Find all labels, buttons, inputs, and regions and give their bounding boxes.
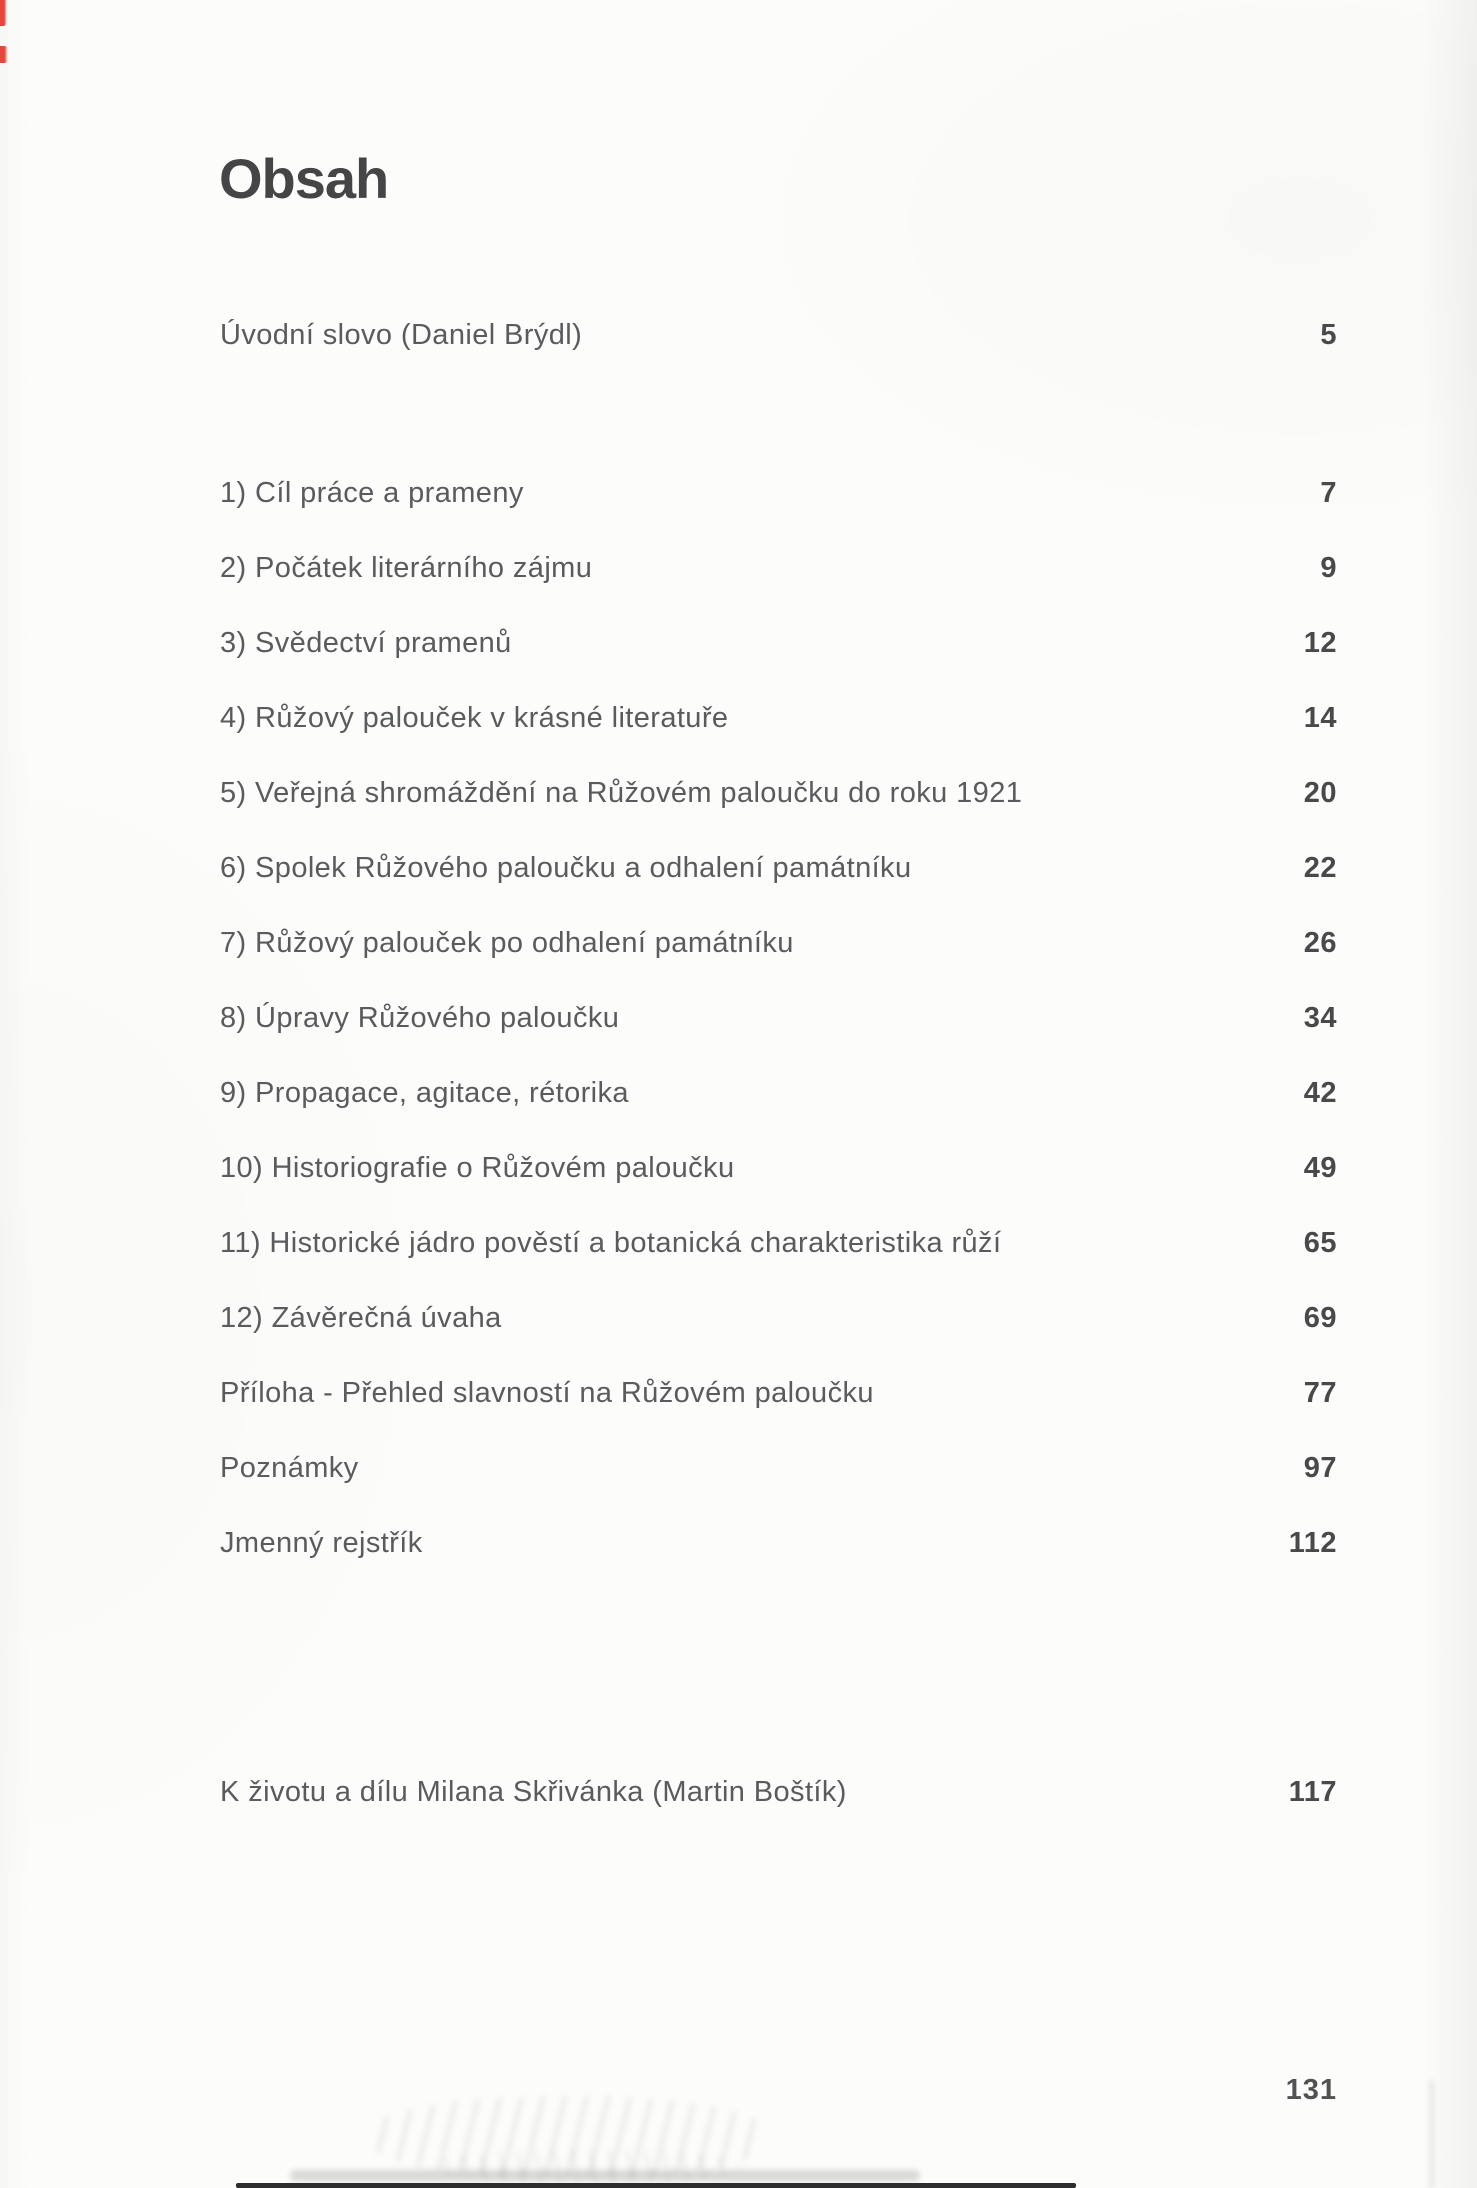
toc-entry-page: 34 xyxy=(1303,1002,1337,1034)
toc-entry-page: 117 xyxy=(1288,1776,1337,1808)
toc-entry-page: 77 xyxy=(1303,1377,1337,1409)
toc-entry-page: 112 xyxy=(1288,1527,1337,1559)
toc-row xyxy=(220,1301,1337,1335)
toc-entry-page: 69 xyxy=(1303,1302,1337,1334)
toc-row xyxy=(220,1226,1337,1260)
toc-entry-label: 3) Svědectví pramenů xyxy=(220,627,512,659)
scan-edge-artifact xyxy=(236,2183,1076,2188)
toc-entry-label: 9) Propagace, agitace, rétorika xyxy=(220,1077,629,1109)
toc-row xyxy=(220,626,1337,660)
toc-entry-page: 14 xyxy=(1303,702,1337,734)
toc-entry-label: 11) Historické jádro pověstí a botanická charakteristika růží xyxy=(220,1227,1002,1259)
toc-entry-page: 97 xyxy=(1303,1452,1337,1484)
toc-entry-label: 2) Počátek literárního zájmu xyxy=(220,552,593,584)
toc-entry-page: 9 xyxy=(1320,552,1337,584)
toc-row xyxy=(220,776,1337,810)
bleed-through-smudge xyxy=(430,2150,740,2184)
toc-entry-page: 42 xyxy=(1303,1077,1337,1109)
toc-row xyxy=(220,1526,1337,1560)
toc-entry-label: 5) Veřejná shromáždění na Růžovém paloučku do roku 1921 xyxy=(220,777,1023,809)
toc-row xyxy=(220,926,1337,960)
bleed-through-smudge xyxy=(290,2170,920,2181)
toc-row xyxy=(220,1451,1337,1485)
toc-entry-label: Příloha - Přehled slavností na Růžovém paloučku xyxy=(220,1377,874,1409)
toc-row xyxy=(220,551,1337,585)
toc-row xyxy=(220,701,1337,735)
toc-entry-label: 12) Závěrečná úvaha xyxy=(220,1302,502,1334)
toc-row xyxy=(220,1775,1337,1809)
page-title: Obsah xyxy=(219,147,389,210)
toc-row xyxy=(220,318,1337,352)
toc-entry-label: 1) Cíl práce a prameny xyxy=(220,477,524,509)
toc-entry-page: 20 xyxy=(1303,777,1337,809)
toc-entry-label: K životu a dílu Milana Skřivánka (Martin Boštík) xyxy=(220,1776,847,1808)
page-number: 131 xyxy=(1285,2074,1337,2106)
toc-row xyxy=(220,1076,1337,1110)
cover-edge-red-mark xyxy=(0,0,7,26)
toc-entry-label: Úvodní slovo (Daniel Brýdl) xyxy=(220,319,583,351)
toc-entry-page: 26 xyxy=(1303,927,1337,959)
toc-entry-page: 7 xyxy=(1320,477,1337,509)
toc-entry-page: 22 xyxy=(1303,852,1337,884)
toc-row xyxy=(220,476,1337,510)
toc-entry-label: 10) Historiografie o Růžovém paloučku xyxy=(220,1152,735,1184)
cover-edge-red-mark xyxy=(0,46,8,63)
toc-entry-label: 4) Růžový palouček v krásné literatuře xyxy=(220,702,729,734)
toc-entry-page: 49 xyxy=(1303,1152,1337,1184)
toc-entry-page: 12 xyxy=(1303,627,1337,659)
toc-entry-page: 65 xyxy=(1303,1227,1337,1259)
toc-entry-label: Poznámky xyxy=(220,1452,359,1484)
toc-entry-label: 7) Růžový palouček po odhalení památníku xyxy=(220,927,794,959)
toc-row xyxy=(220,1376,1337,1410)
bleed-through-smudge xyxy=(368,2096,768,2178)
toc-entry-label: Jmenný rejstřík xyxy=(220,1527,423,1559)
toc-row xyxy=(220,1001,1337,1035)
toc-entry-label: 6) Spolek Růžového paloučku a odhalení památníku xyxy=(220,852,912,884)
toc-row xyxy=(220,1151,1337,1185)
scan-edge-streak xyxy=(1428,2080,1435,2188)
toc-entry-label: 8) Úpravy Růžového paloučku xyxy=(220,1002,620,1034)
toc-entry-page: 5 xyxy=(1320,319,1337,351)
toc-row xyxy=(220,851,1337,885)
